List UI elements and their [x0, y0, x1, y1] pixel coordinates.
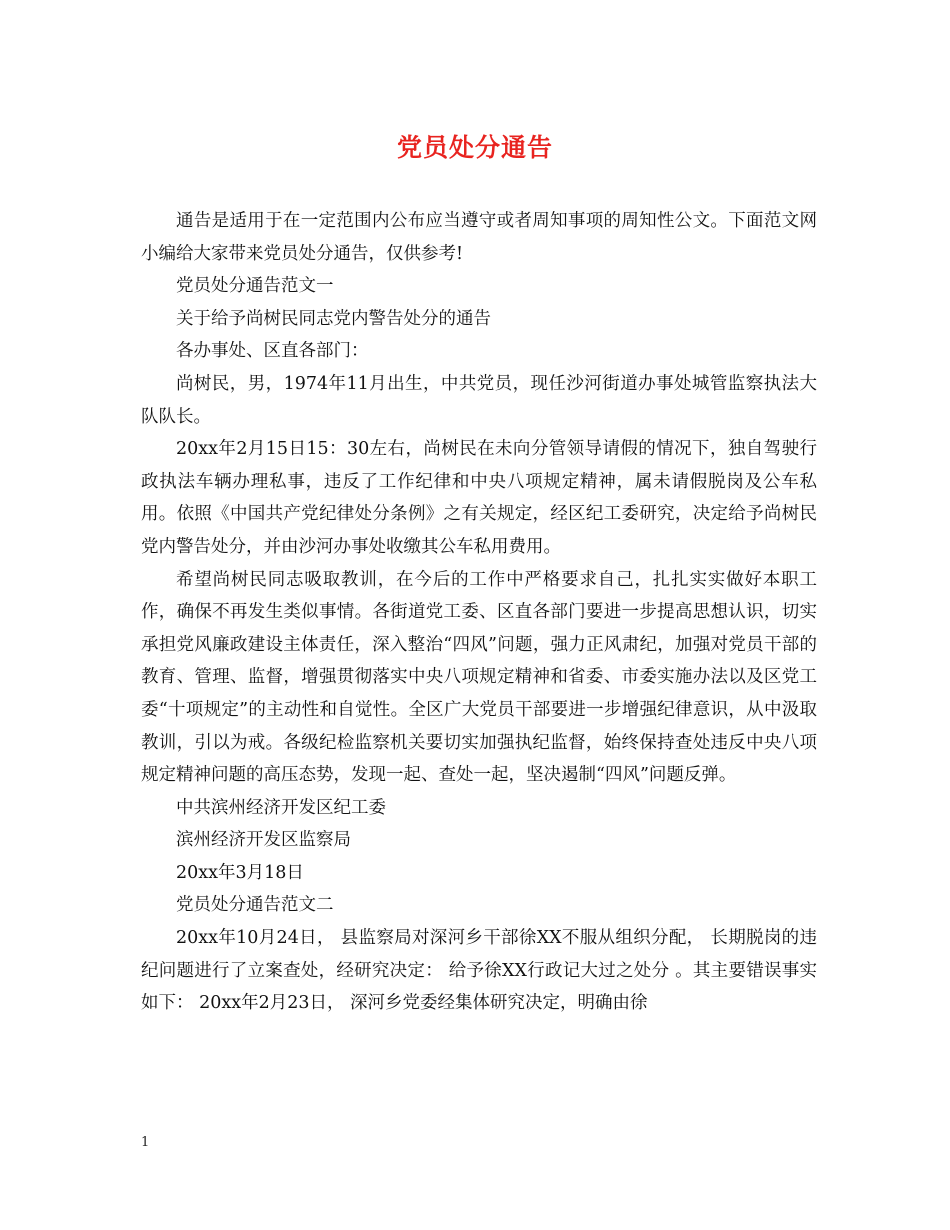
document-title: 党员处分通告	[396, 133, 553, 162]
paragraph-issuer-2: 滨州经济开发区监察局	[176, 830, 351, 851]
paragraph-sample-heading-2: 党员处分通告范文二	[176, 895, 334, 916]
paragraph-salutation: 各办事处、区直各部门：	[176, 341, 369, 362]
paragraph-intro: 通告是适用于在一定范围内公布应当遵守或者周知事项的周知性公文。下面范文网小编给大家带来党员处分通告，仅供参考!	[141, 211, 817, 264]
paragraph-person-info: 尚树民，男，1974年11月出生，中共党员，现任沙河街道办事处城管监察执法大队队长。	[141, 373, 817, 427]
paragraph-date: 20xx年3月18日	[176, 862, 304, 883]
paragraph-facts: 20xx年2月15日15：30左右，尚树民在未向分管领导请假的情况下，独自驾驶行政执法车辆办理私事，违反了工作纪律和中央八项规定精神，属未请假脱岗及公车私用。依照《中国共产党纪律处分条例》之有关规定，经区纪工委研究，决定给予尚树民党内警告处分，并由沙河办事处收缴其公车私用费用。	[141, 439, 817, 557]
paragraph-sample-2-body: 20xx年10月24日， 县监察局对深河乡干部徐XX不服从组织分配， 长期脱岗的违纪问题进行了立案查处，经研究决定： 给予徐XX行政记大过之处分 。其主要错误事实如下： 20xx年2月23日， 深河乡党委经集体研究决定，明确由徐	[141, 928, 817, 1014]
paragraph-requirements: 希望尚树民同志吸取教训，在今后的工作中严格要求自己，扎扎实实做好本职工作，确保不再发生类似事情。各街道党工委、区直各部门要进一步提高思想认识，切实承担党风廉政建设主体责任，深入整治“四风”问题，强力正风肃纪，加强对党员干部的教育、管理、监督，增强贯彻落实中央八项规定精神和省委、市委实施办法以及区党工委“十项规定”的主动性和自觉性。全区广大党员干部要进一步增强纪律意识，从中汲取教训，引以为戒。各级纪检监察机关要切实加强执纪监督，始终保持查处违反中央八项规定精神问题的高压态势，发现一起、查处一起，坚决遏制“四风”问题反弹。	[141, 569, 817, 786]
paragraph-sample-heading-1: 党员处分通告范文一	[176, 276, 334, 297]
paragraph-notice-title: 关于给予尚树民同志党内警告处分的通告	[176, 308, 491, 329]
document-body	[141, 205, 817, 1020]
paragraph-issuer-1: 中共滨州经济开发区纪工委	[176, 797, 386, 818]
page-number: 1	[141, 1135, 150, 1150]
